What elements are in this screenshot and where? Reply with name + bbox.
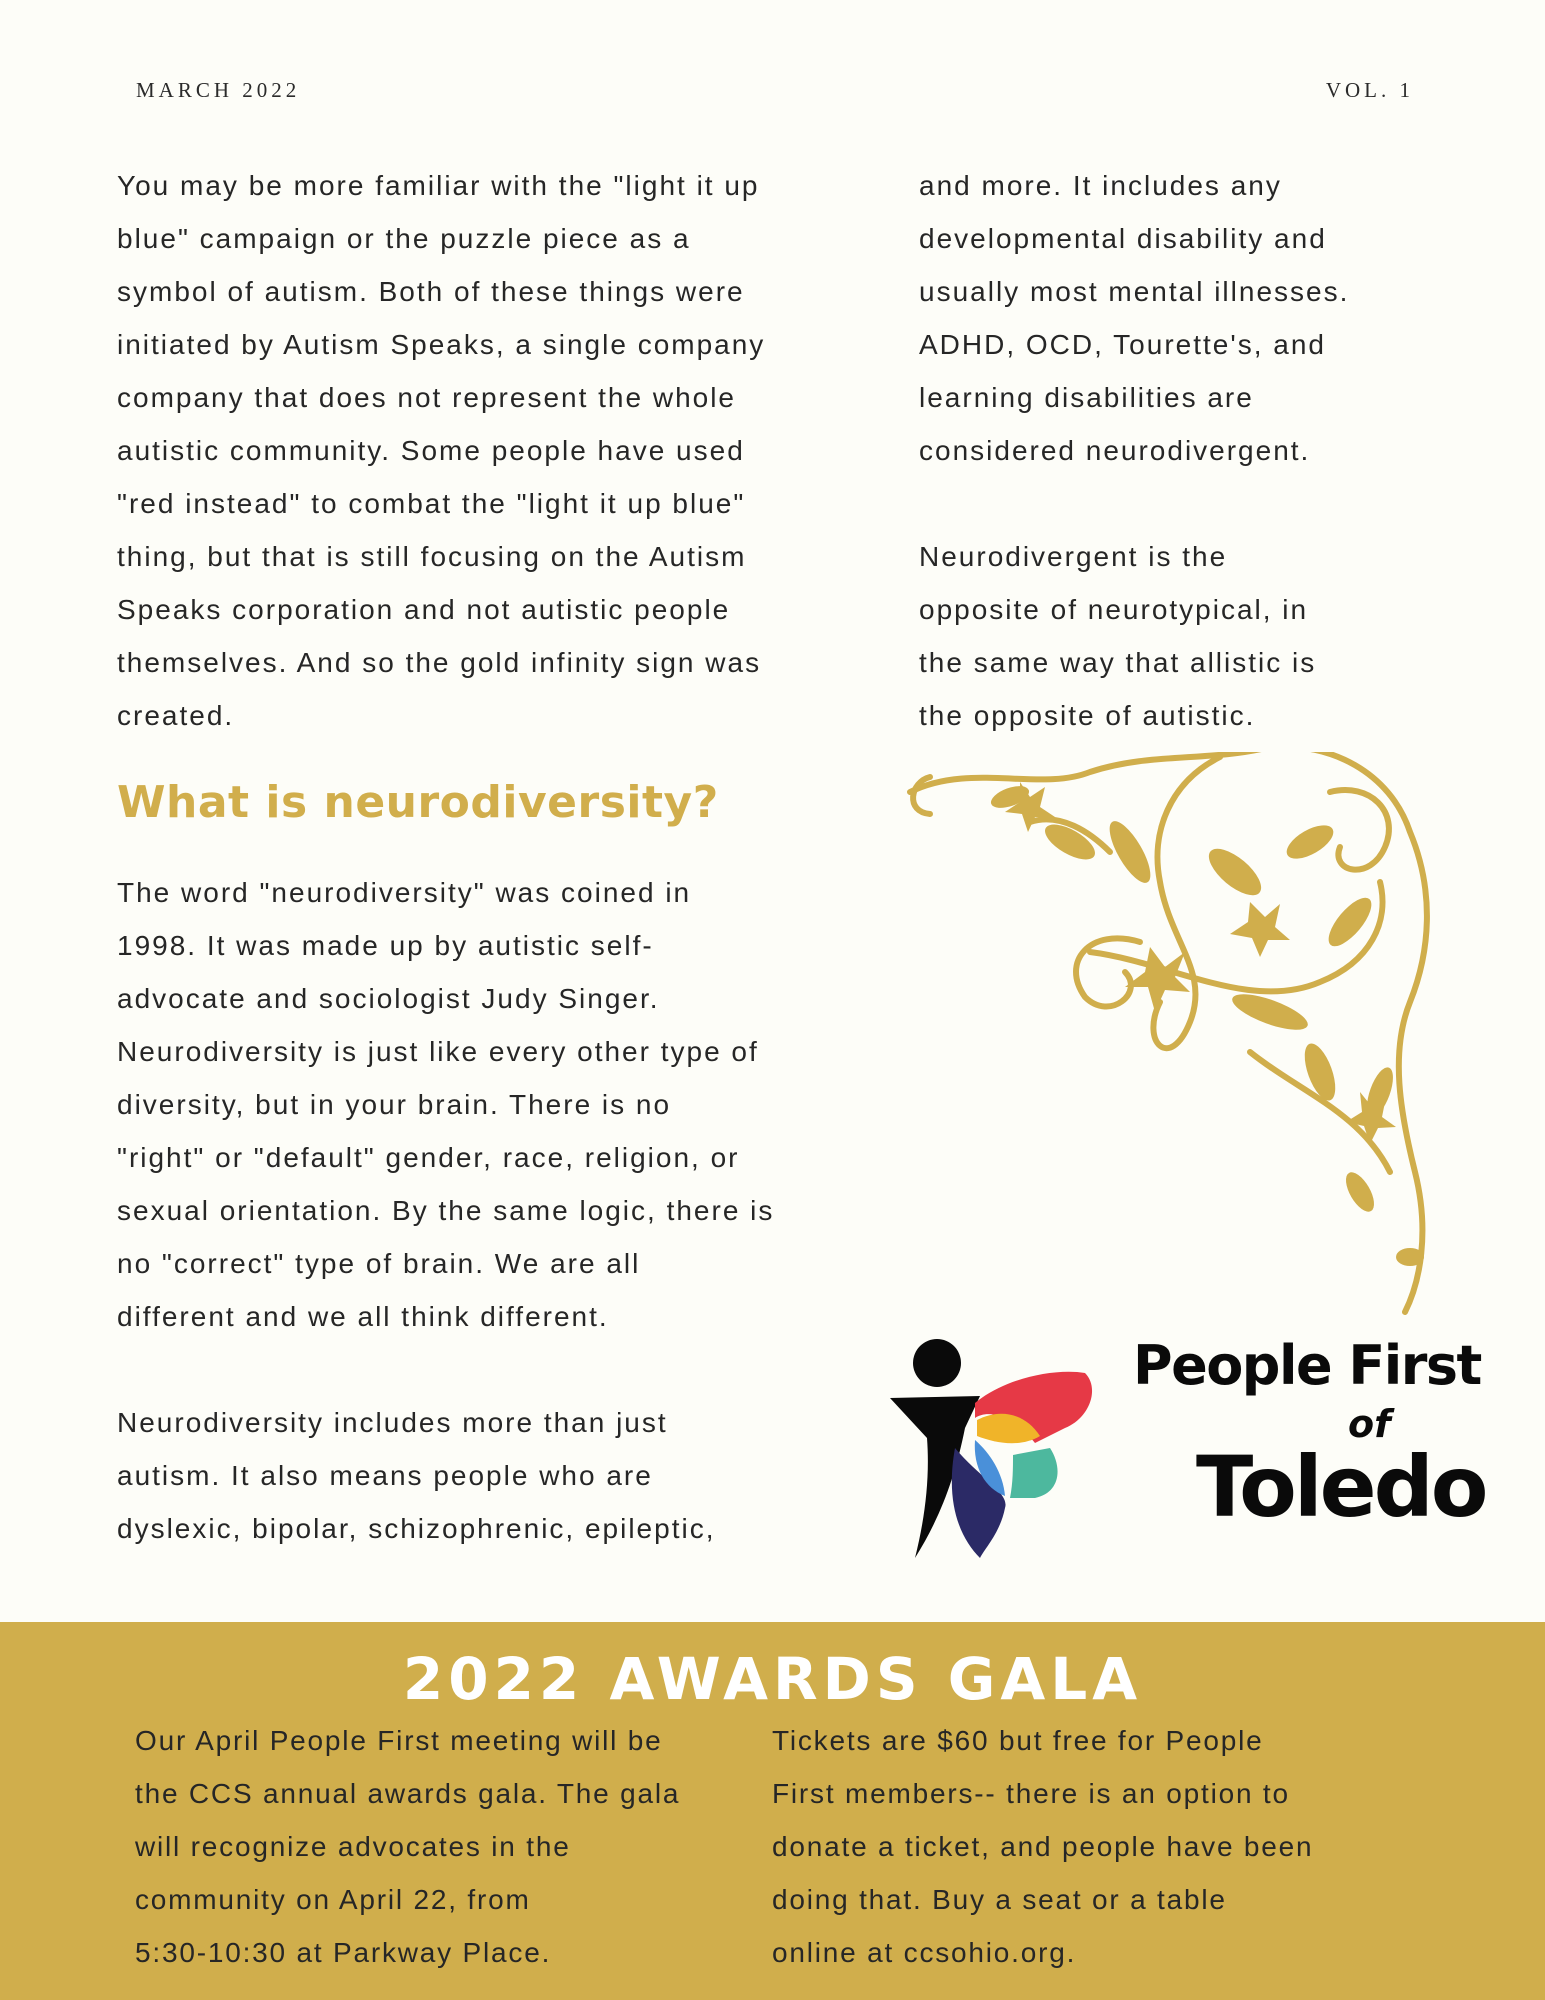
text-line: created. [117,700,235,731]
gold-floral-ornament [890,752,1470,1332]
text-line: Neurodivergent is the [919,541,1228,572]
right-column [919,0,1419,760]
people-first-toledo-logo [885,1318,1495,1563]
text-line: no "correct" type of brain. We are all [117,1248,641,1279]
text-line: themselves. And so the gold infinity sign was [117,647,762,678]
ornament-inner-swirl [1153,757,1220,1048]
text-line: advocate and sociologist Judy Singer. [117,983,660,1014]
logo-text-of: of [1348,1402,1391,1446]
gala-title: 2022 AWARDS GALA [402,1645,1143,1713]
ornament-leaf [1340,1168,1379,1216]
logo-figure-icon [885,1318,1105,1563]
text-line: "right" or "default" gender, race, religion, or [117,1142,740,1173]
ornament-leaf [1281,819,1338,866]
text-line: company that does not represent the whole [117,382,737,413]
gala-right-column [772,1622,1432,2000]
text-line: Our April People First meeting will be [135,1725,663,1756]
text-line: The word "neurodiversity" was coined in [117,877,692,908]
text-line: different and we all think different. [117,1301,609,1332]
text-line: learning disabilities are [919,382,1254,413]
ornament-main-vine [910,752,1427,1312]
text-line: thing, but that is still focusing on the Autism [117,541,747,572]
text-line: the same way that allistic is [919,647,1317,678]
text-line: diversity, but in your brain. There is no [117,1089,672,1120]
text-line: ADHD, OCD, Tourette's, and [919,329,1326,360]
issue-date: MARCH 2022 [136,78,301,102]
ornament-flower [1230,902,1290,957]
ornament-leaf [1298,1040,1341,1105]
text-line: initiated by Autism Speaks, a single company [117,329,766,360]
text-line: First members-- there is an option to [772,1778,1290,1809]
ornament-loop [1076,938,1140,1006]
text-line: blue" campaign or the puzzle piece as a [117,223,691,254]
text-line: and more. It includes any [919,170,1282,201]
text-line: dyslexic, bipolar, schizophrenic, epileptic, [117,1513,716,1544]
text-line: the opposite of autistic. [919,700,1256,731]
text-line: symbol of autism. Both of these things were [117,276,745,307]
text-line: donate a ticket, and people have been [772,1831,1314,1862]
text-line: usually most mental illnesses. [919,276,1350,307]
logo-text-toledo: Toledo [1196,1438,1486,1536]
ornament-leaf [1396,1248,1424,1266]
issue-volume: VOL. 1 [1325,78,1414,102]
text-line: autism. It also means people who are [117,1460,653,1491]
ornament-leaf [1228,987,1311,1037]
text-line: Speaks corporation and not autistic people [117,594,731,625]
text-line: "red instead" to combat the "light it up blue" [117,488,746,519]
text-line: Neurodiversity is just like every other type of [117,1036,759,1067]
text-line: Neurodiversity includes more than just [117,1407,668,1438]
text-line: considered neurodivergent. [919,435,1311,466]
text-line: 1998. It was made up by autistic self- [117,930,654,961]
text-line: autistic community. Some people have used [117,435,745,466]
gala-left-column [135,1622,755,2000]
text-line: You may be more familiar with the "light it up [117,170,760,201]
text-line: community on April 22, from [135,1884,531,1915]
text-line: Tickets are $60 but free for People [772,1725,1264,1756]
text-line: sexual orientation. By the same logic, there is [117,1195,775,1226]
text-line: doing that. Buy a seat or a table [772,1884,1227,1915]
logo-head [913,1339,961,1387]
logo-text-people-first: People First [1133,1334,1481,1397]
text-line: online at ccsohio.org. [772,1937,1077,1968]
ornament-scroll [1330,790,1389,870]
awards-gala-banner [0,1622,1545,2000]
text-line: the CCS annual awards gala. The gala [135,1778,681,1809]
ornament-leaf [1201,841,1268,904]
text-line: opposite of neurotypical, in [919,594,1309,625]
text-line: developmental disability and [919,223,1327,254]
ornament-flower [1125,947,1190,1012]
section-heading: What is neurodiversity? [117,777,719,828]
text-line: will recognize advocates in the [135,1831,571,1862]
text-line: 5:30-10:30 at Parkway Place. [135,1937,552,1968]
logo-petal-teal [1010,1448,1058,1498]
